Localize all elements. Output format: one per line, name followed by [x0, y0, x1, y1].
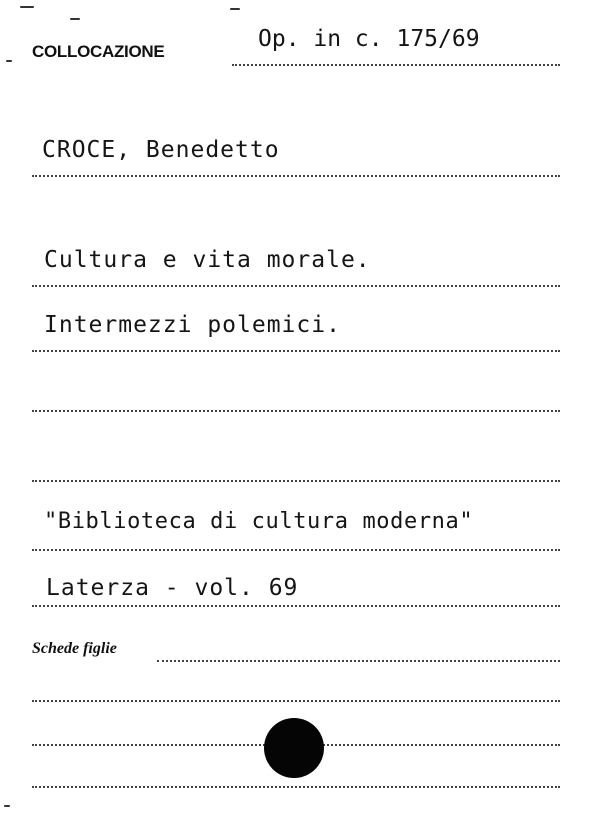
- schede-figlie-row: [32, 638, 560, 662]
- edge-mark: [230, 8, 240, 10]
- collocazione-row: [32, 26, 560, 66]
- dotted-rule: [32, 350, 560, 352]
- dotted-rule: [32, 285, 560, 287]
- publisher-row: [32, 565, 560, 607]
- shelfmark-value: Op. in c. 175/69: [258, 26, 480, 52]
- empty-row: [32, 440, 560, 482]
- publisher-volume: Laterza - vol. 69: [46, 575, 299, 601]
- series-name: "Biblioteca di cultura moderna": [44, 509, 474, 534]
- dotted-rule: [32, 480, 560, 482]
- empty-row: [32, 370, 560, 412]
- edge-mark: [6, 60, 12, 62]
- author-name: CROCE, Benedetto: [42, 137, 280, 163]
- dotted-rule: [32, 175, 560, 177]
- dotted-rule: [32, 700, 560, 702]
- collocazione-label: COLLOCAZIONE: [32, 42, 165, 61]
- title-row-1: [32, 245, 560, 287]
- author-row: [32, 135, 560, 177]
- series-row: [32, 505, 560, 551]
- title-line-2: Intermezzi polemici.: [44, 312, 341, 338]
- dotted-rule: [32, 605, 560, 607]
- punch-hole: [264, 718, 324, 778]
- title-row-2: [32, 310, 560, 352]
- edge-mark: [70, 18, 80, 20]
- dotted-rule: [232, 64, 560, 66]
- dotted-rule: [32, 549, 560, 551]
- title-line-1: Cultura e vita morale.: [44, 247, 371, 273]
- edge-mark: [4, 805, 10, 807]
- dotted-rule: [32, 786, 560, 788]
- empty-row: [32, 676, 560, 702]
- dotted-rule: [157, 660, 560, 662]
- edge-mark: [20, 6, 34, 8]
- dotted-rule: [32, 410, 560, 412]
- schede-figlie-label: Schede figlie: [32, 640, 117, 657]
